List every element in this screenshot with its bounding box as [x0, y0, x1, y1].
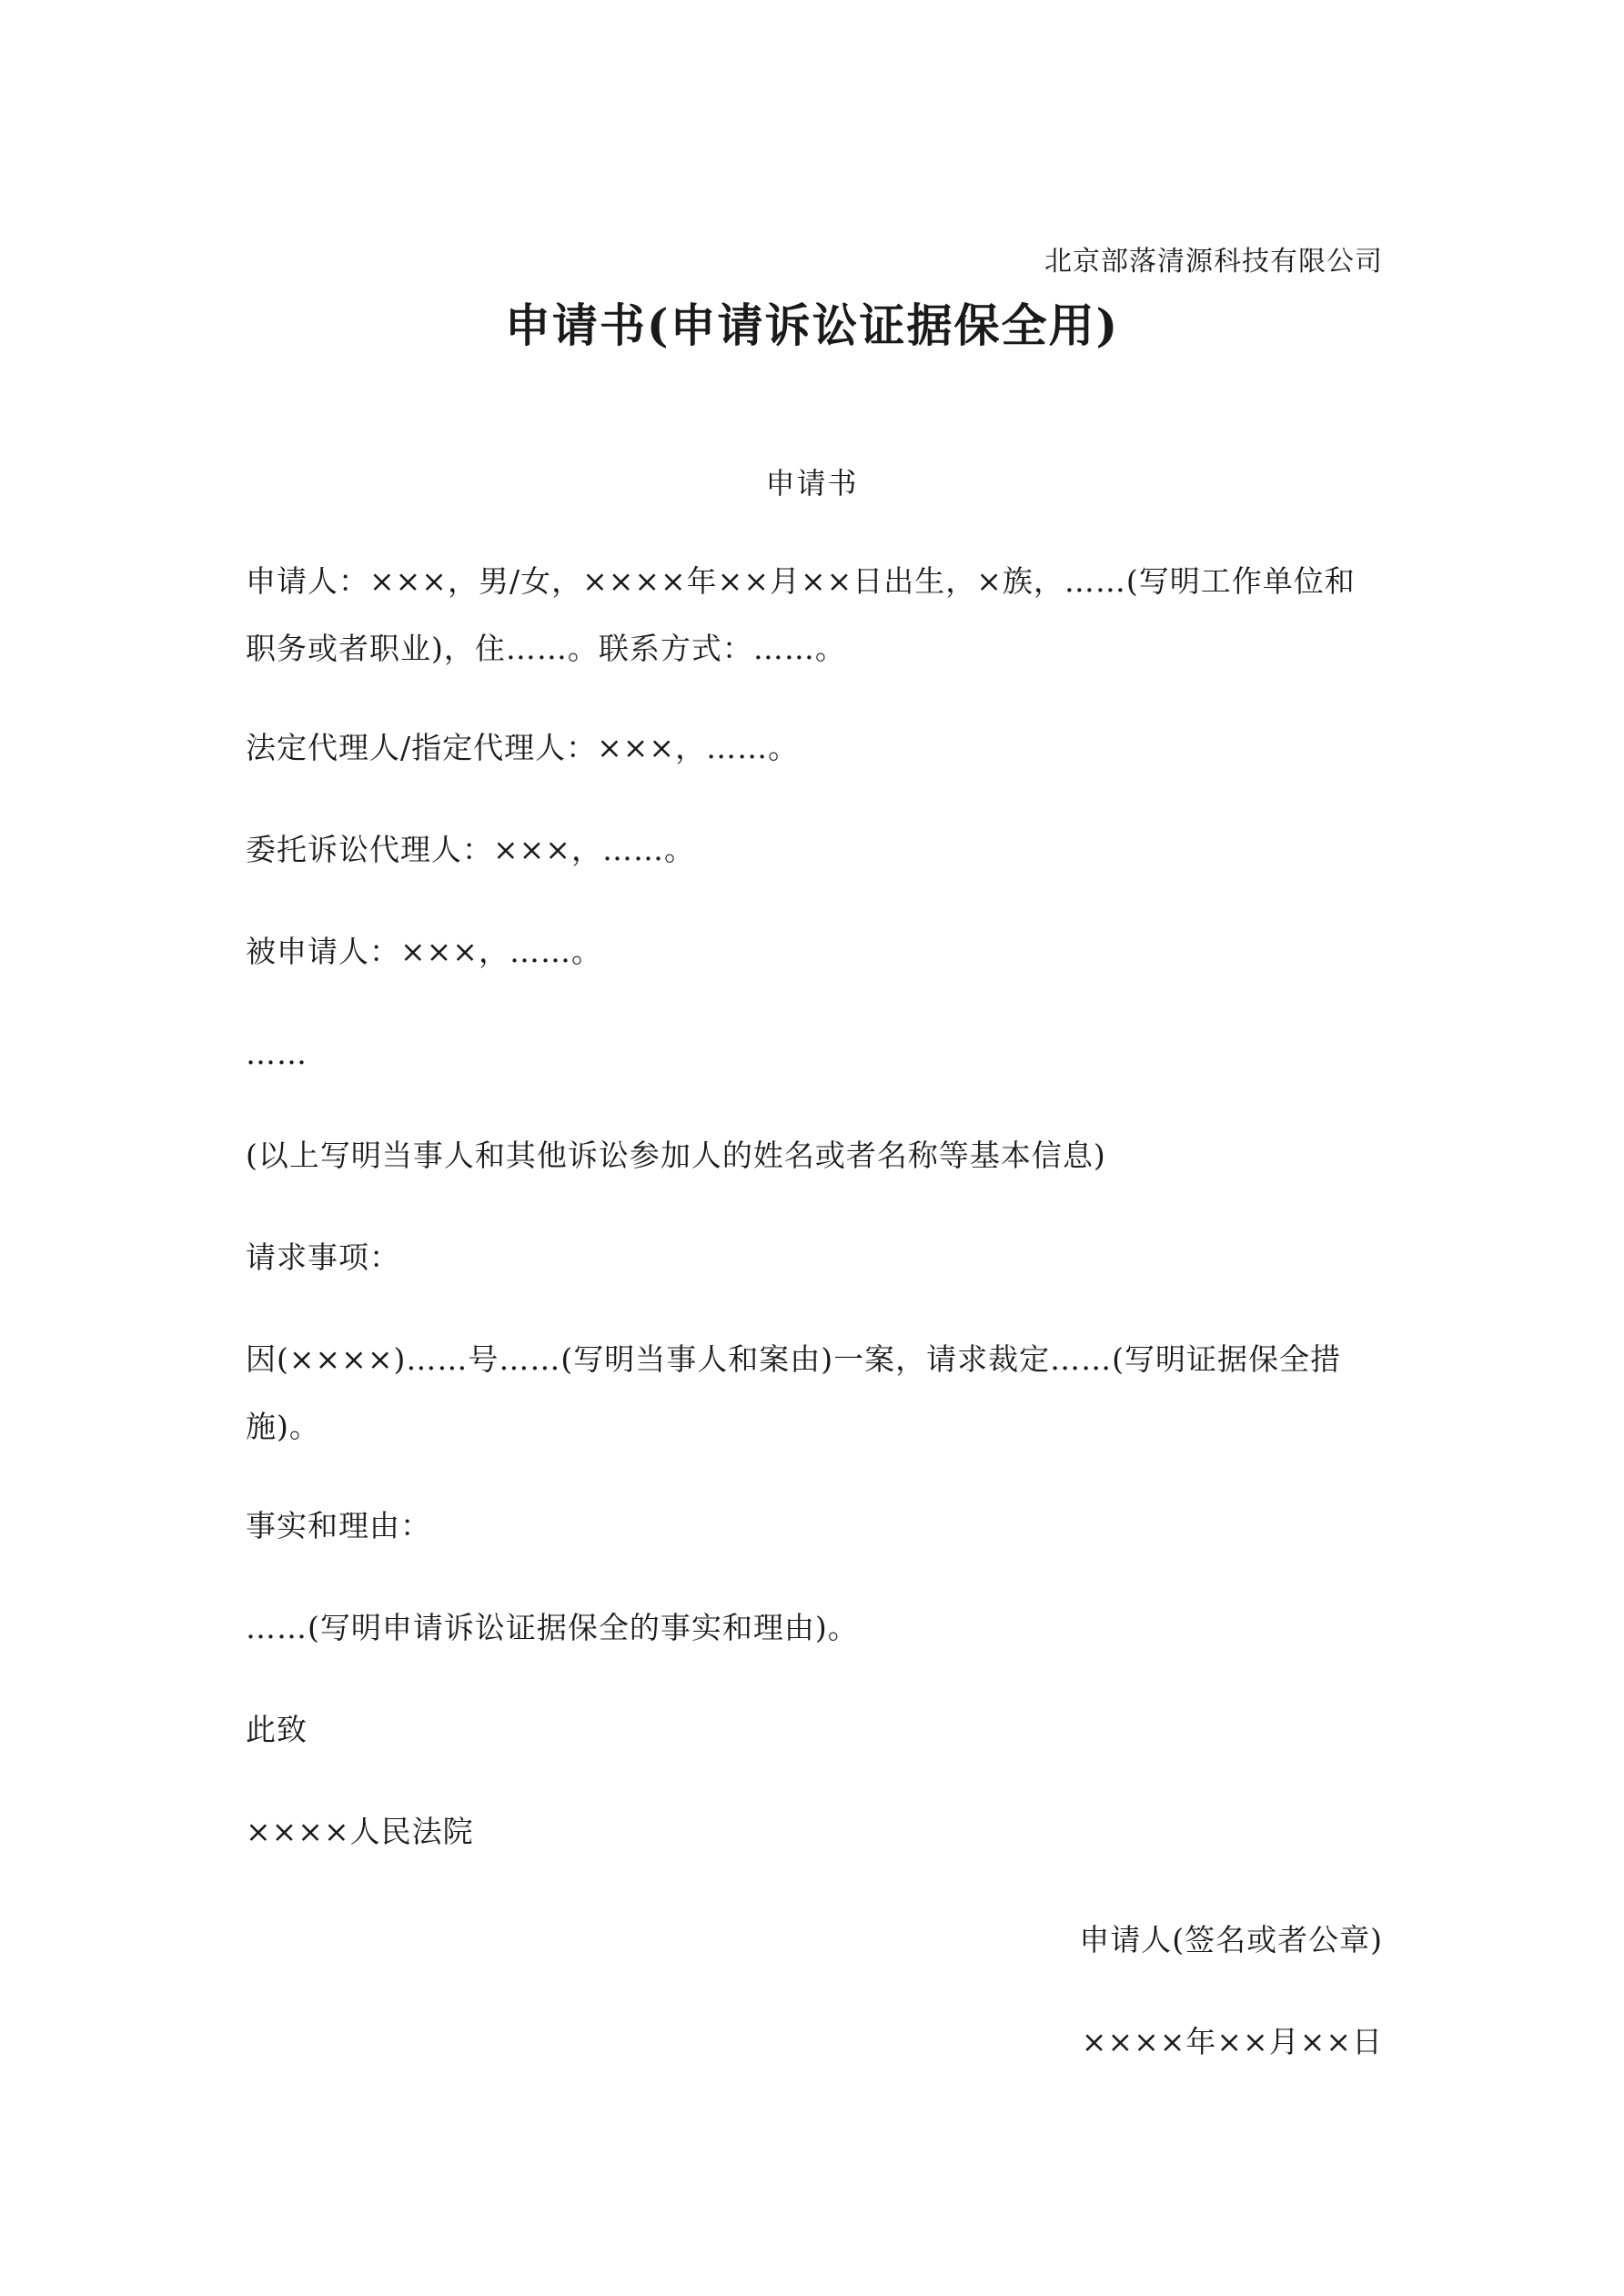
request-paragraph: 因(××××)……号……(写明当事人和案由)一案，请求裁定……(写明证据保全措施)。: [246, 1341, 1341, 1444]
date-line: ××××年××月××日: [1081, 2024, 1383, 2059]
signature-line: 申请人(签名或者公章): [1079, 1922, 1383, 1957]
facts-paragraph: ……(写明申请诉讼证据保全的事实和理由)。: [246, 1610, 859, 1645]
facts-heading: 事实和理由：: [246, 1508, 431, 1543]
company-name: 北京部落清源科技有限公司: [1044, 246, 1383, 278]
respondent-paragraph: 被申请人：×××，……。: [246, 934, 602, 969]
request-heading: 请求事项：: [246, 1239, 400, 1275]
document-title: 申请书(申请诉讼证据保全用): [504, 298, 1120, 352]
ellipsis-paragraph: ……: [246, 1036, 308, 1071]
entrusted-agent-paragraph: 委托诉讼代理人：×××，……。: [246, 832, 695, 867]
applicant-paragraph: 申请人：×××，男/女，××××年××月××日出生，×族，……(写明工作单位和职务或者职业)，住……。联系方式：……。: [246, 563, 1356, 666]
salutation: 此致: [246, 1712, 308, 1747]
court-name: ××××人民法院: [246, 1814, 474, 1849]
parties-note-paragraph: (以上写明当事人和其他诉讼参加人的姓名或者名称等基本信息): [246, 1138, 1106, 1173]
document-subtitle: 申请书: [765, 466, 859, 501]
legal-agent-paragraph: 法定代理人/指定代理人：×××，……。: [246, 730, 800, 765]
